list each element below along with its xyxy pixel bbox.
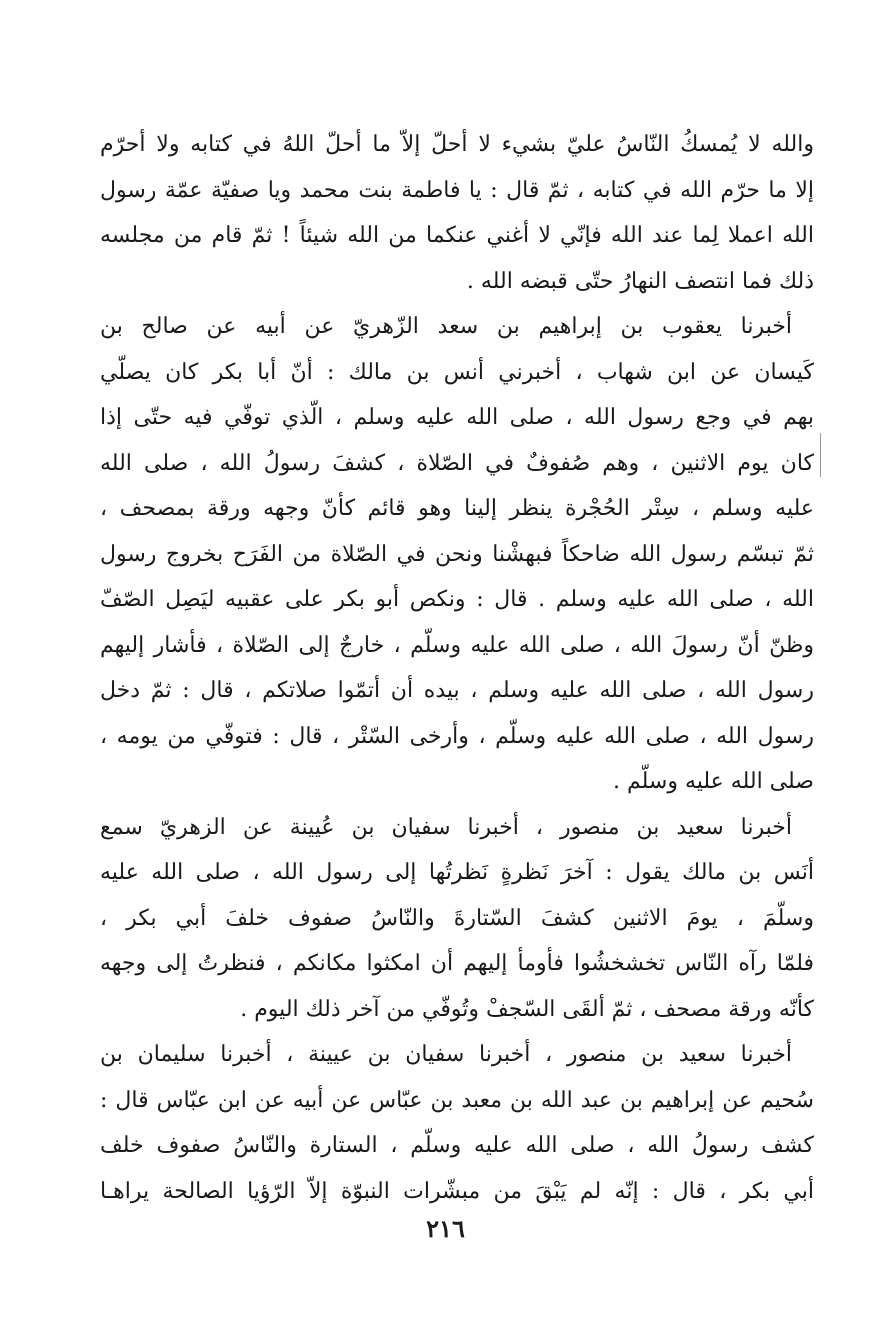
text-line: فلمّا رآه النّاس تخشخشُوا فأومأ إليهم أن امكثوا مكانكم ، فنظرتُ إلى وجهه (100, 951, 814, 976)
text-line: وسلّمَ ، يومَ الاثنين كشفَ السّتارةَ والنّاسُ صفوف خلفَ أبي بكر ، (100, 905, 814, 931)
text-line: أخبرنا يعقوب بن إبراهيم بن سعد الزّهريّ عن أبيه عن صالح بن (100, 314, 792, 339)
text-line: كأنّه ورقة مصحف ، ثمّ ألقَى السّجفْ وتُوفّي من آخر ذلك اليوم . (240, 996, 814, 1022)
text-line: عليه وسلم ، سِتْر الحُجْرة ينظر إلينا وهو قائم كأنّ وجهه ورقة بمصحف ، (100, 496, 814, 521)
margin-mark (820, 433, 821, 477)
text-line: ذلك فما انتصف النهارُ حتّى قبضه الله . (466, 268, 814, 294)
text-line: إلا ما حرّم الله في كتابه ، ثمّ قال : يا فاطمة بنت محمد ويا صفيّة عمّة رسول (100, 177, 814, 203)
text-line: وظنّ أنّ رسولَ الله ، صلى الله عليه وسلّم ، خارجٌ إلى الصّلاة ، فأشار إليهم (100, 632, 814, 658)
text-line: ثمّ تبسّم رسول الله ضاحكاً فبهشْنا ونحن في الصّلاة من الفَرَح بخروج رسول (100, 541, 814, 567)
text-line: رسول الله ، صلى الله عليه وسلم ، بيده أن أتمّوا صلاتكم ، قال : ثمّ دخل (100, 678, 814, 703)
text-line: كشف رسولُ الله ، صلى الله عليه وسلّم ، الستارة والنّاسُ صفوف خلف (100, 1133, 814, 1158)
text-line: بهم في وجع رسول الله ، صلى الله عليه وسلم ، الّذي توفّي فيه حتّى إذا (100, 405, 814, 430)
text-line: أبي بكر ، قال : إنّه لم يَبْقَ من مبشّرات النبوّة إلاّ الرّؤيا الصالحة يراهـا (100, 1178, 814, 1204)
text-line: أخبرنا سعيد بن منصور ، أخبرنا سفيان بن عيينة ، أخبرنا سليمان بن (100, 1042, 792, 1067)
text-line: رسول الله ، صلى الله عليه وسلّم ، وأرخى السّتْر ، قال : فتوفّي من يومه ، (100, 723, 814, 749)
text-line: أنَس بن مالك يقول : آخرَ نَظرةٍ نَظرتُها إلى رسول الله ، صلى الله عليه (100, 860, 814, 885)
text-line: الله اعملا لِما عند الله فإنّي لا أغني عنكما من الله شيئاً ! ثمّ قام من مجلسه (100, 223, 814, 248)
text-line: والله لا يُمسكُ النّاسُ عليّ بشيء لا أحلّ إلاّ ما أحلّ اللهُ في كتابه ولا أحرّم (100, 132, 814, 157)
text-line: صلى الله عليه وسلّم . (613, 769, 814, 794)
text-line: كَيسان عن ابن شهاب ، أخبرني أنس بن مالك : أنّ أبا بكر كان يصلّي (100, 359, 814, 385)
text-line: أخبرنا سعيد بن منصور ، أخبرنا سفيان بن عُيينة عن الزهريّ سمع (100, 814, 792, 840)
text-line: كان يوم الاثنين ، وهم صُفوفٌ في الصّلاة ، كشفَ رسولُ الله ، صلى الله (100, 450, 814, 476)
body-text (100, 122, 814, 1214)
text-line: سُحيم عن إبراهيم بن عبد الله بن معبد بن عبّاس عن أبيه عن ابن عبّاس قال : (100, 1087, 814, 1113)
page-number: ٢١٦ (426, 1214, 465, 1243)
text-line: الله ، صلى الله عليه وسلم . قال : ونكص أبو بكر على عقبيه ليَصِل الصّفّ (100, 587, 814, 612)
